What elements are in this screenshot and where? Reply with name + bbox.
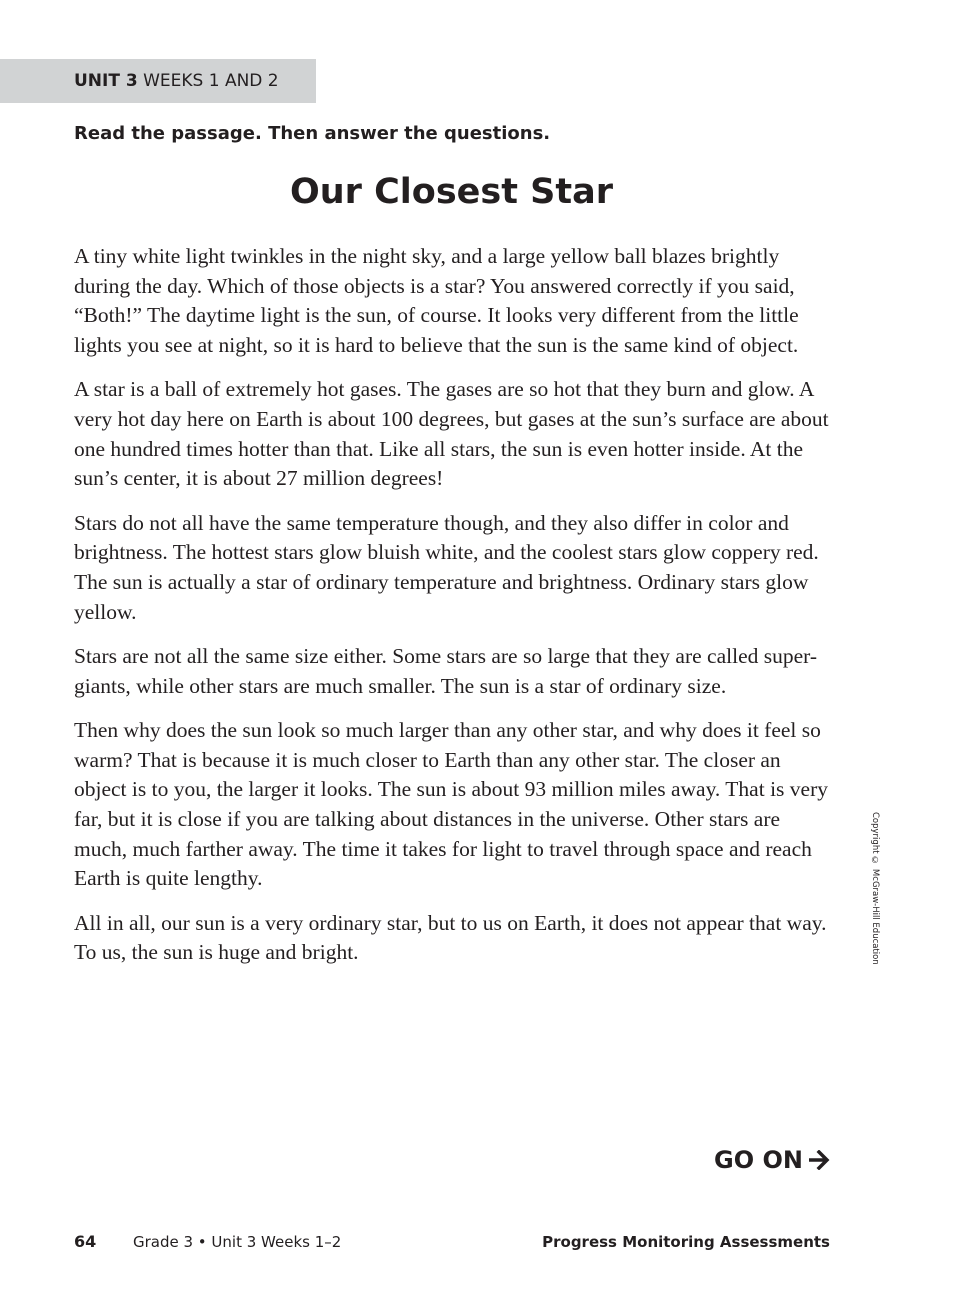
go-on-label: GO ON: [714, 1146, 803, 1174]
grade-info: Grade 3 • Unit 3 Weeks 1–2: [133, 1233, 342, 1251]
passage-paragraph: Stars are not all the same size either. Some stars are so large that they are called super-giants, while other stars are much smaller. The sun is a star of ordinary size.: [74, 643, 818, 698]
passage-title: Our Closest Star: [290, 172, 613, 212]
passage-paragraph: Then why does the sun look so much larger than any other star, and why does it feel so warm? That is because it is much closer to Earth than any other star. The closer an object is to you, the larger it looks. The sun is about 93 million miles away. That is very far, but it is close if you are talking about distances in the universe. Other stars are much, much farther away. The time it takes for light to travel through space and reach Earth is quite lengthy.: [74, 717, 828, 891]
unit-header: [0, 59, 316, 103]
passage-paragraph: All in all, our sun is a very ordinary star, but to us on Earth, it does not appear that way. To us, the sun is huge and bright.: [74, 910, 827, 965]
passage-paragraph: A star is a ball of extremely hot gases. The gases are so hot that they burn and glow. A very hot day here on Earth is about 100 degrees, but gases at the sun’s surface are about one hundred times hotter than that. Like all stars, the sun is even hotter inside. At the sun’s center, it is about 27 million degrees!: [74, 377, 829, 491]
page-number: 64: [74, 1232, 97, 1251]
go-on-indicator: [714, 1145, 831, 1175]
instructions: Read the passage. Then answer the questions.: [74, 123, 551, 144]
passage: [74, 242, 834, 982]
passage-paragraph: Stars do not all have the same temperature though, and they also differ in color and brightness. The hottest stars glow bluish white, and the coolest stars glow coppery red. The sun is actually a star of ordinary temperature and brightness. Ordinary stars glow yellow.: [74, 510, 819, 624]
weeks-label: WEEKS 1 AND 2: [143, 71, 279, 91]
arrow-right-icon: [809, 1150, 831, 1170]
passage-paragraph: A tiny white light twinkles in the night sky, and a large yellow ball blazes brightly during the day. Which of those objects is a star? You answered correctly if you said, “Both!” The daytime light is the sun, of course. It looks very different from the little lights you see at night, so it is hard to believe that the sun is the same kind of object.: [74, 244, 799, 358]
unit-label: UNIT 3: [74, 71, 138, 91]
assessment-label: Progress Monitoring Assessments: [542, 1233, 830, 1251]
page-footer: [74, 1231, 830, 1253]
copyright-notice: Copyright © McGraw-Hill Education: [870, 812, 880, 965]
